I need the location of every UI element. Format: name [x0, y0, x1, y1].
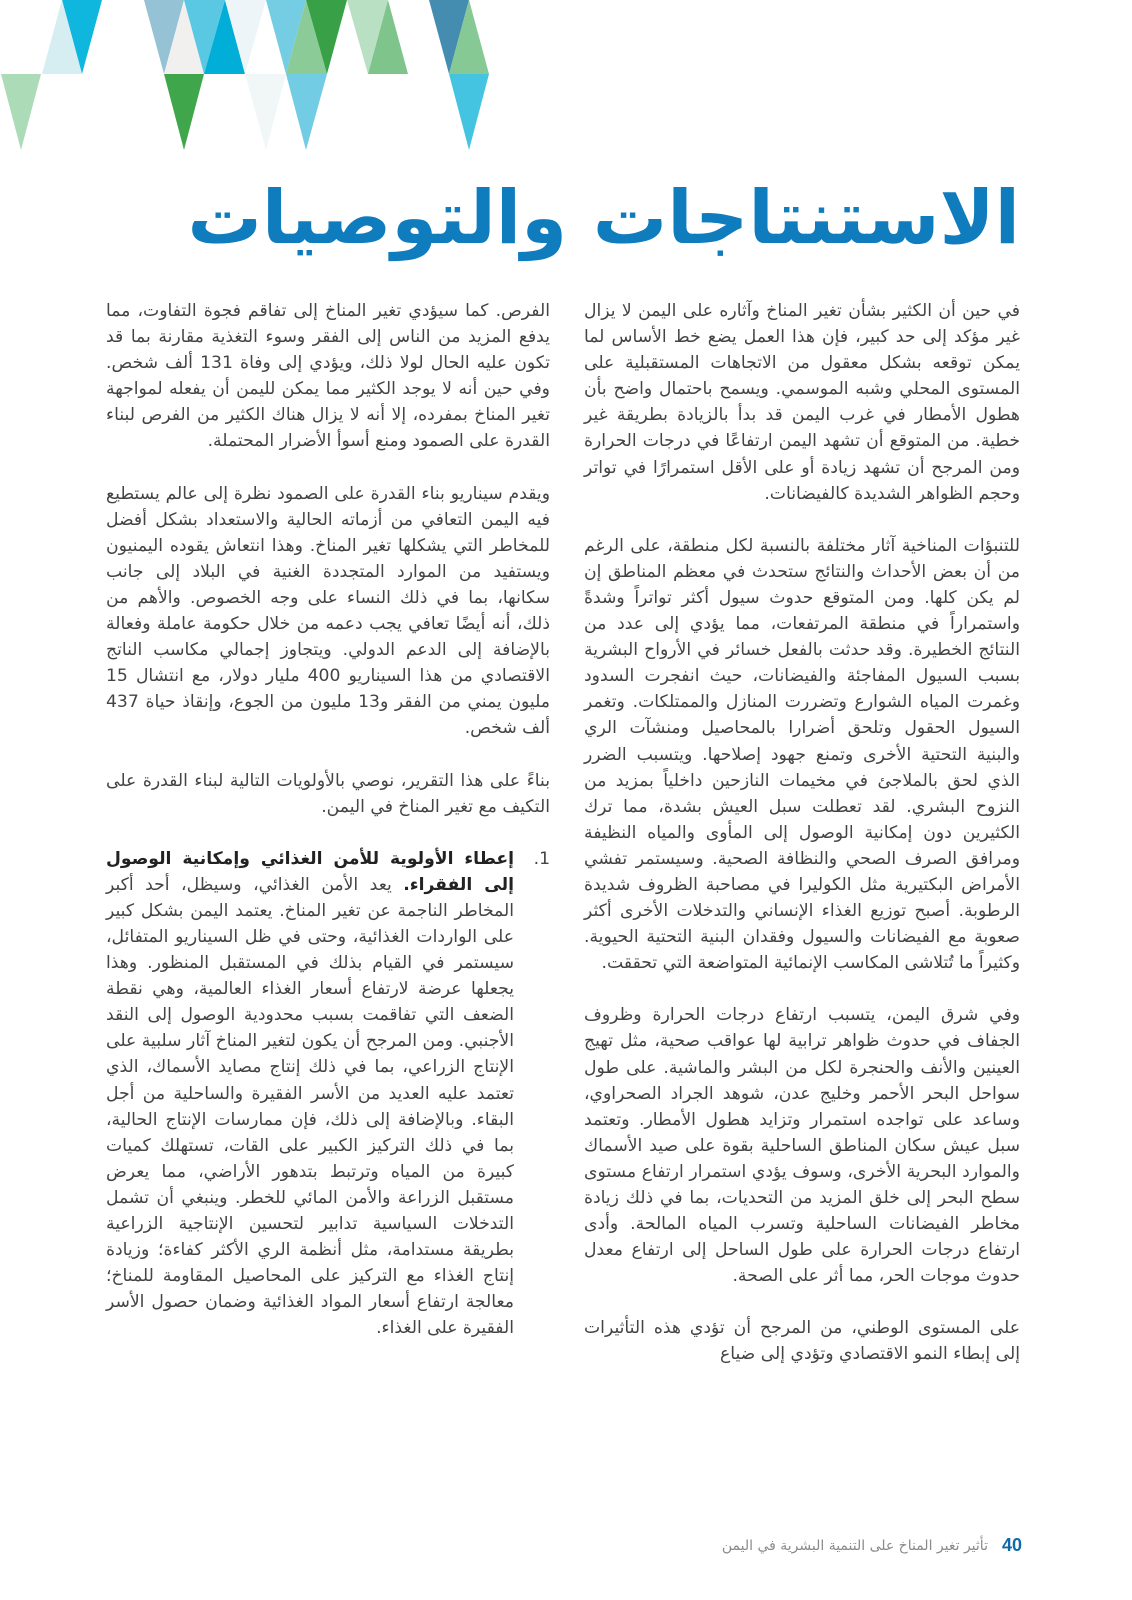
page-number: 40 — [1001, 1535, 1022, 1555]
triangle-shape — [1, 74, 41, 150]
triangle-shape — [449, 74, 489, 150]
triangle-shape — [164, 74, 204, 150]
paragraph: في حين أن الكثير بشأن تغير المناخ وآثاره على اليمن لا يزال غير مؤكد إلى حد كبير، فإن هذا العمل يضع خط الأساس لما يمكن توقعه بشكل معقول من الاتجاهات المستقبلية على المستوى المحلي وشبه الموسمي. ويسمح باحتمال واضح بأن هطول الأمطار في غرب اليمن قد بدأ بالزيادة بطريقة غير خطية. من المتوقع أن تشهد اليمن ارتفاعًا في درجات الحرارة ومن المرجح أن تشهد زيادة أو على الأقل استمرارًا في تواتر وحجم الظواهر الشديدة كالفيضانات. — [584, 301, 1020, 504]
paragraph: الفرص. كما سيؤدي تغير المناخ إلى تفاقم فجوة التفاوت، مما يدفع المزيد من الناس إلى الفقر وسوء التغذية مقارنة بما قد تكون عليه الحال لولا ذلك، ويؤدي إلى وفاة 131 ألف شخص. وفي حين أنه لا يوجد الكثير مما يمكن لليمن أن يفعله لمواجهة تغير المناخ بمفرده، إلا أنه لا يزال هناك الكثير من الفرص لبناء القدرة على الصمود ومنع أسوأ الأضرار المحتملة. — [106, 301, 551, 452]
list-number: 1. — [533, 848, 550, 869]
paragraph: ويقدم سيناريو بناء القدرة على الصمود نظرة إلى عالم يستطيع فيه اليمن التعافي من أزماته الحالية والاستعداد بشكل أفضل للمخاطر التي يشكلها تغير المناخ. وهذا انتعاش يقوده اليمنيون ويستفيد من الموارد المتجددة الغنية في البلاد إلى جانب سكانها، بما في ذلك النساء على وجه الخصوص. والأهم من ذلك، أنه أيضًا تعافي يجب دعمه من خلال حكومة عاملة وفعالة بالإضافة إلى الدعم الدولي. ويتجاوز إجمالي مكاسب الناتج الاقتصادي من هذا السيناريو 400 مليار دولار، مع انتشال 15 مليون يمني من الفقر و13 مليون من الجوع، وإنقاذ حياة 437 ألف شخص. — [106, 483, 550, 739]
recommendation-list-item — [106, 846, 550, 1342]
page-footer — [722, 1535, 1022, 1556]
paragraph: وفي شرق اليمن، يتسبب ارتفاع درجات الحرارة وظروف الجفاف في حدوث ظواهر ترابية لها عواقب صحية، مثل تهيج العينين والأنف والحنجرة لكل من البشر والماشية. على طول سواحل البحر الأحمر وخليج عدن، شوهد الجراد الصحراوي، وساعد على تواجده استمرار وتزايد هطول الأمطار. وتعتمد سبل عيش سكان المناطق الساحلية بقوة على صيد الأسماك والموارد البحرية الأخرى، وسوف يؤدي استمرار ارتفاع مستوى سطح البحر إلى خلق المزيد من التحديات، بما في ذلك زيادة مخاطر الفيضانات الساحلية وتسرب المياه المالحة. وأدى ارتفاع درجات الحرارة على طول الساحل إلى ارتفاع معدل حدوث موجات الحر، مما أثر على الصحة. — [584, 1005, 1020, 1287]
running-title: تأثير تغير المناخ على التنمية البشرية في اليمن — [721, 1537, 988, 1554]
list-item-body — [106, 846, 514, 1342]
recommendation-heading: إعطاء الأولوية للأمن الغذائي وإمكانية الوصول إلى الفقراء. — [106, 848, 514, 895]
paragraph: على المستوى الوطني، من المرجح أن تؤدي هذه التأثيرات إلى إبطاء النمو الاقتصادي وتؤدي إلى ضياع — [584, 1318, 1020, 1365]
triangle-shape — [286, 74, 327, 150]
left-text-column — [106, 298, 550, 1341]
paragraph: بناءً على هذا التقرير، نوصي بالأولويات التالية لبناء القدرة على التكيف مع تغير المناخ في اليمن. — [106, 770, 550, 817]
right-text-column — [584, 298, 1020, 1394]
decorative-triangle-banner — [0, 0, 1132, 155]
paragraph: للتنبؤات المناخية آثار مختلفة بالنسبة لكل منطقة، على الرغم من أن بعض الأحداث والنتائج ستحدث في معظم المناطق إن لم يكن كلها. ومن المتوقع حدوث سيول أكثر تواتراً وشدةً واستمراراً في منطقة المرتفعات، مما يؤدي إلى عدد من النتائج الخطيرة. وقد حدثت بالفعل خسائر في الأرواح البشرية بسبب السيول المفاجئة والفيضانات، حيث انفجرت السدود وغمرت المياه الشوارع وتضررت المنازل والممتلكات. وتغمر السيول الحقول وتلحق أضرارا بالمحاصيل ومنشآت الري والبنية التحتية الأخرى وتمنع جهود إصلاحها. ويتسبب الضرر الذي لحق بالملاجئ في مخيمات النازحين داخلياً بمزيد من النزوح البشري. لقد تعطلت سبل العيش بشدة، مما ترك الكثيرين دون إمكانية الوصول إلى المأوى والمياه النظيفة ومرافق الصرف الصحي والنظافة الصحية. وسيستمر تفشي الأمراض البكتيرية مثل الكوليرا في مصاحبة الظروف شديدة الرطوبة. أصبح توزيع الغذاء الإنساني والتدخلات الأخرى أكثر صعوبة مع الفيضانات والسيول وفقدان البنية التحتية الحيوية. وكثيراً ما تُتلاشى المكاسب الإنمائية المتواضعة التي تحققت. — [584, 535, 1020, 974]
triangle-shape — [245, 74, 286, 150]
page-title: الاستنتاجات والتوصيات — [187, 175, 1020, 261]
recommendation-text: يعد الأمن الغذائي، وسيظل، أحد أكبر المخاطر الناجمة عن تغير المناخ. يعتمد اليمن بشكل كبير على الواردات الغذائية، وحتى في ظل السيناريو المتفائل، سيستمر في القيام بذلك في المستقبل المنظور. وهذا يجعلها عرضة لارتفاع أسعار الغذاء العالمية، وهي نقطة الضعف التي تفاقمت بسبب محدودية الوصول إلى النقد الأجنبي. ومن المرجح أن يكون لتغير المناخ آثار سلبية على الإنتاج الزراعي، بما في ذلك إنتاج مصايد الأسماك، الذي تعتمد عليه العديد من الأسر الفقيرة والساحلية من أجل البقاء. وبالإضافة إلى ذلك، فإن ممارسات الإنتاج الحالية، بما في ذلك التركيز الكبير على القات، تستهلك كميات كبيرة من المياه وترتبط بتدهور الأراضي، مما يعرض مستقبل الزراعة والأمن المائي للخطر. وينبغي أن تشمل التدخلات السياسية تدابير لتحسين الإنتاجية الزراعية بطريقة مستدامة، مثل أنظمة الري الأكثر كفاءة؛ وزيادة إنتاج الغذاء مع التركيز على المحاصيل المقاومة للمناخ؛ معالجة ارتفاع أسعار المواد الغذائية وضمان حصول الأسر الفقيرة على الغذاء. — [106, 874, 514, 1339]
